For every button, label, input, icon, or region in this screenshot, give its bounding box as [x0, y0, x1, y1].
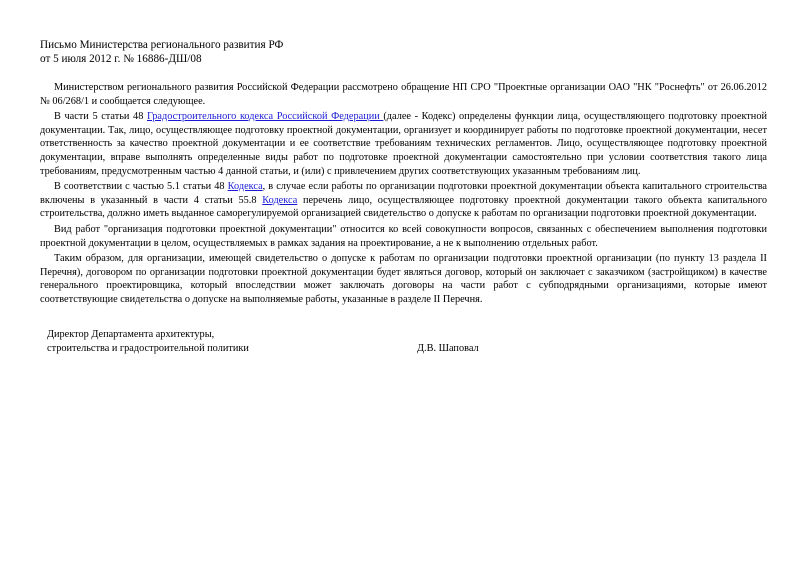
signatory-position-line-1: Директор Департамента архитектуры,	[47, 328, 215, 340]
signature-block	[40, 328, 767, 362]
paragraph-4: Вид работ "организация подготовки проектной документации" относится ко всей совокупности вопросов, связанных с обеспечением выполнения подготовки проектной документации в целом, осуществляемых в рамках задания на проектирование, а не к выполнению отдельных работ.	[40, 223, 767, 249]
paragraph-3	[40, 180, 767, 221]
signatory-position	[47, 328, 249, 357]
link-town-planning-code[interactable]: Градостроительного кодекса Российской Федерации	[146, 111, 384, 123]
link-code-2[interactable]: Кодекса	[262, 194, 298, 206]
document-title: Письмо Министерства регионального развития РФ	[40, 39, 284, 51]
link-code-1[interactable]: Кодекса	[227, 181, 263, 193]
document	[40, 38, 767, 362]
paragraph-3-text-after: перечень лицо, осуществляющее подготовку проектной документации такого объекта капитального строительства, должно иметь выданное саморегулируемой организацией свидетельство о допуске к работам по организации подготовки проектной документации.	[40, 194, 768, 220]
document-date-number: от 5 июля 2012 г. № 16886-ДШ/08	[40, 53, 202, 65]
document-body	[40, 81, 767, 307]
paragraph-1: Министерством регионального развития Российской Федерации рассмотрено обращение НП СРО "Проектные организации ОАО "НК "Роснефть" от 26.06.2012 № 06/268/1 и сообщается следующее.	[40, 82, 767, 107]
signatory-name: Д.В. Шаповал	[417, 343, 479, 354]
signatory-position-line-2: строительства и градостроительной политики	[47, 343, 249, 354]
paragraph-5: Таким образом, для организации, имеющей свидетельство о допуске к работам по организации подготовки проектной организации (по пункту 13 раздела II Перечня), договором по организации подготовки проектной документации будет являться договор, который он заключает с заказчиком (застройщиком) в качестве генерального проектировщика, который впоследствии может заключать договоры на части работ с субподрядными организациями, которые имеют соответствующие свидетельства о допуске на выполняемые работы, указанные в разделе II Перечня.	[40, 253, 767, 305]
paragraph-2	[40, 110, 767, 178]
paragraph-3-text-middle: , в случае если работы по организации подготовки проектной документации объекта капитального строительства включены в указанный в части 4 статьи 55.8	[40, 181, 767, 206]
paragraph-3-text-before: В соответствии с частью 5.1 статьи 48	[54, 181, 228, 193]
paragraph-2-text-after: (далее - Кодекс) определены функции лица, осуществляющего подготовку проектной документации. Так, лицо, осуществляющее подготовку проектной документации, организует и координирует работы по подготовке проектной документации, несет ответственность за качество проектной документации и ее соответствие требованиям технических регламентов. Лицо, осуществляющее подготовку проектной документации, вправе выполнять определенные виды работ по подготовке проектной документации самостоятельно при условии соответствия такого лица требованиям, предусмотренным частью 4 данной статьи, и (или) с привлечением других соответствующих указанным требованиям лиц.	[40, 111, 767, 177]
paragraph-2-text-before: В части 5 статьи 48	[54, 111, 147, 123]
